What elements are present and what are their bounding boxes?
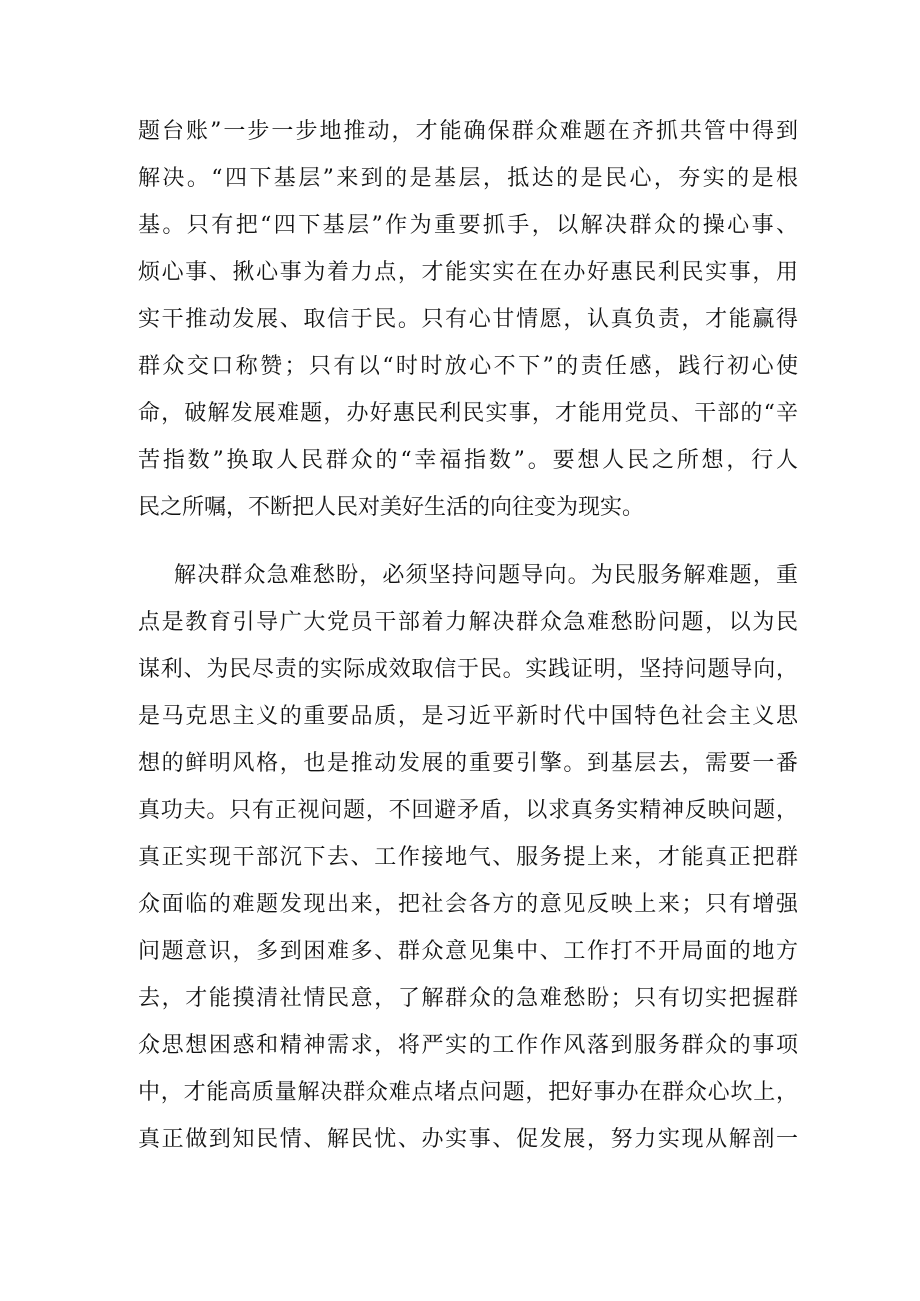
paragraph-line: 烦心事、揪心事为着力点，才能实实在在办好惠民利民实事，用 bbox=[138, 260, 798, 285]
paragraph-line: 去，才能摸清社情民意，了解群众的急难愁盼；只有切实把握群 bbox=[138, 986, 798, 1011]
paragraph-line: 苦指数”换取人民群众的“幸福指数”。要想人民之所想，行人 bbox=[138, 448, 798, 473]
paragraph-line: 民之所嘱，不断把人民对美好生活的向往变为现实。 bbox=[138, 495, 645, 520]
paragraph-line: 众面临的难题发现出来，把社会各方的意见反映上来；只有增强 bbox=[138, 892, 798, 917]
paragraph-line: 真正实现干部沉下去、工作接地气、服务提上来，才能真正把群 bbox=[138, 845, 798, 870]
paragraph-line: 是马克思主义的重要品质，是习近平新时代中国特色社会主义思 bbox=[138, 704, 798, 729]
paragraph-line: 命，破解发展难题，办好惠民利民实事，才能用党员、干部的“辛 bbox=[138, 401, 798, 426]
paragraph-2 bbox=[138, 552, 798, 1163]
paragraph-line: 众思想困惑和精神需求，将严实的工作作风落到服务群众的事项 bbox=[138, 1033, 798, 1058]
paragraph-line: 基。只有把“四下基层”作为重要抓手，以解决群众的操心事、 bbox=[138, 213, 798, 238]
paragraph-line: 解决。“四下基层”来到的是基层，抵达的是民心，夯实的是根 bbox=[138, 166, 798, 191]
paragraph-line: 真正做到知民情、解民忧、办实事、促发展，努力实现从解剖一 bbox=[138, 1127, 798, 1152]
paragraph-line: 点是教育引导广大党员干部着力解决群众急难愁盼问题，以为民 bbox=[138, 610, 798, 635]
paragraph-line: 真功夫。只有正视问题，不回避矛盾，以求真务实精神反映问题， bbox=[138, 798, 798, 823]
paragraph-line: 解决群众急难愁盼，必须坚持问题导向。为民服务解难题，重 bbox=[174, 563, 798, 588]
paragraph-line: 题台账”一步一步地推动，才能确保群众难题在齐抓共管中得到 bbox=[138, 119, 798, 144]
paragraph-line: 谋利、为民尽责的实际成效取信于民。实践证明，坚持问题导向， bbox=[138, 657, 798, 682]
paragraph-line: 问题意识，多到困难多、群众意见集中、工作打不开局面的地方 bbox=[138, 939, 798, 964]
paragraph-line: 中，才能高质量解决群众难点堵点问题，把好事办在群众心坎上， bbox=[138, 1080, 798, 1105]
paragraph-line: 想的鲜明风格，也是推动发展的重要引擎。到基层去，需要一番 bbox=[138, 751, 798, 776]
paragraph-line: 实干推动发展、取信于民。只有心甘情愿，认真负责，才能赢得 bbox=[138, 307, 798, 332]
paragraph-line: 群众交口称赞；只有以“时时放心不下”的责任感，践行初心使 bbox=[138, 354, 798, 379]
paragraph-1 bbox=[138, 108, 798, 531]
